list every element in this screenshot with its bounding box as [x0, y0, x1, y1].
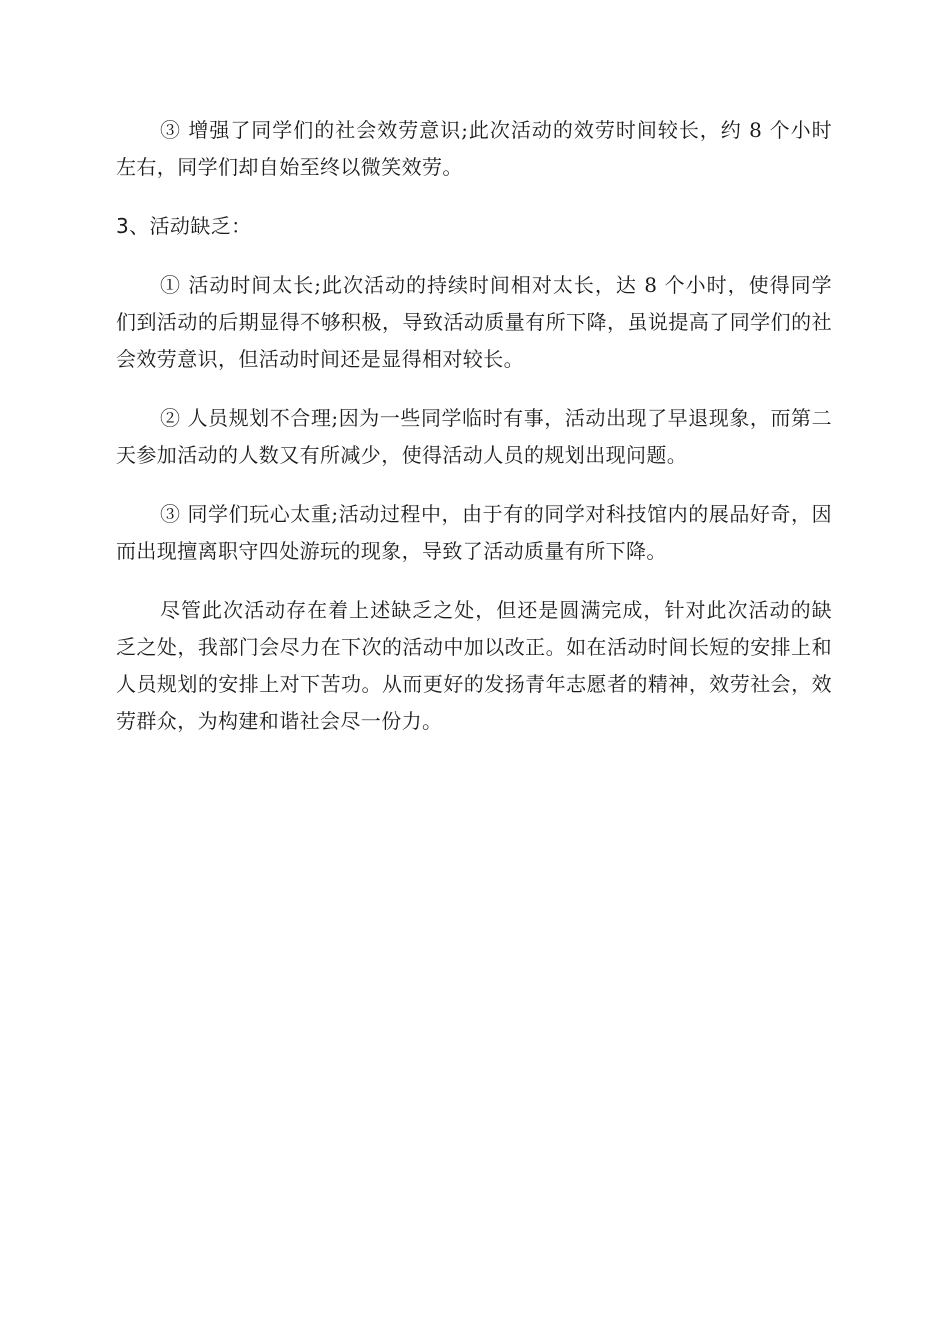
paragraph-students-distracted: ③ 同学们玩心太重;活动过程中，由于有的同学对科技馆内的展品好奇，因而出现擅离职守四处游玩的现象，导致了活动质量有所下降。 — [116, 502, 832, 563]
paragraph-activity-too-long: ① 活动时间太长;此次活动的持续时间相对太长，达 8 个小时，使得同学们到活动的后期显得不够积极，导致活动质量有所下降，虽说提高了同学们的社会效劳意识，但活动时间还是显得相对较长。 — [116, 273, 832, 371]
paragraph-staff-planning: ② 人员规划不合理;因为一些同学临时有事，活动出现了早退现象，而第二天参加活动的人数又有所减少，使得活动人员的规划出现问题。 — [116, 406, 832, 467]
section-heading-shortcomings: 3、活动缺乏： — [116, 214, 252, 238]
paragraph-service-awareness: ③ 增强了同学们的社会效劳意识;此次活动的效劳时间较长，约 8 个小时左右，同学们却自始至终以微笑效劳。 — [116, 118, 832, 179]
document-body — [116, 112, 832, 762]
paragraph-conclusion: 尽管此次活动存在着上述缺乏之处，但还是圆满完成，针对此次活动的缺乏之处，我部门会尽力在下次的活动中加以改正。如在活动时间长短的安排上和人员规划的安排上对下苦功。从而更好的发扬青年志愿者的精神，效劳社会，效劳群众，为构建和谐社会尽一份力。 — [116, 598, 832, 733]
